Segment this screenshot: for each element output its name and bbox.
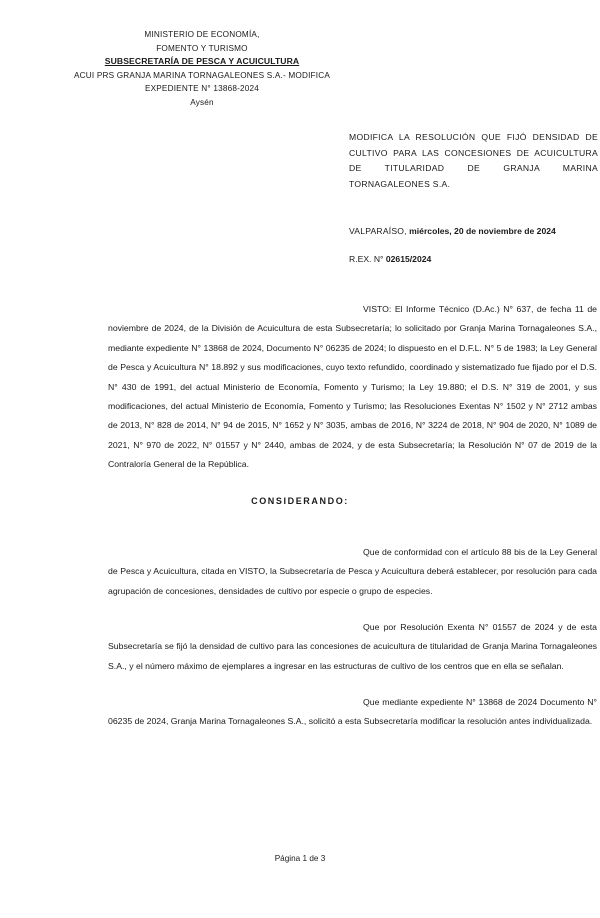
considerando-paragraph-3 [108, 693, 597, 732]
letterhead-case-reference: ACUI PRS GRANJA MARINA TORNAGALEONES S.A.- MODIFICA [73, 70, 331, 80]
letterhead-subsecretaria: SUBSECRETARÍA DE PESCA Y ACUICULTURA [104, 56, 300, 66]
letterhead [52, 28, 352, 109]
place-city: VALPARAÍSO, [349, 226, 407, 236]
document-date: miércoles, 20 de noviembre de 2024 [409, 226, 556, 236]
considerando-paragraph-1 [108, 543, 597, 601]
considerando-3-text: Que mediante expediente N° 13868 de 2024 Documento N° 06235 de 2024, Granja Marina Tornagaleones S.A., solicitó a esta Subsecretaría modificar la resolución antes individualizada. [108, 697, 597, 727]
resolution-number-prefix: R.EX. N° [349, 254, 384, 264]
letterhead-region: Aysén [190, 97, 214, 107]
considerando-1-text: Que de conformidad con el artículo 88 bis de la Ley General de Pesca y Acuicultura, citada en VISTO, la Subsecretaría de Pesca y Acuicultura deberá establecer, por resolución para cada agrupación de concesiones, densidades de cultivo por especie o grupo de especies. [108, 547, 597, 596]
resolution-number [349, 254, 431, 264]
considerando-heading: CONSIDERANDO: [251, 496, 349, 506]
page-footer: Página 1 de 3 [274, 854, 326, 863]
document-subject: MODIFICA LA RESOLUCIÓN QUE FIJÓ DENSIDAD DE CULTIVO PARA LAS CONCESIONES DE ACUICULTURA DE TITULARIDAD DE GRANJA MARINA TORNAGALEONES S.A. [349, 132, 598, 189]
considerando-2-text: Que por Resolución Exenta N° 01557 de 2024 y de esta Subsecretaría se fijó la densidad de cultivo para las concesiones de acuicultura de titularidad de Granja Marina Tornagaleones S.A., y el número máximo de ejemplares a ingresar en las estructuras de cultivo de los centros que en ella se señalan. [108, 622, 597, 671]
resolution-number-value: 02615/2024 [385, 254, 432, 264]
considerando-paragraph-2 [108, 618, 597, 676]
letterhead-ministry-line-1: MINISTERIO DE ECONOMÍA, [144, 30, 260, 39]
place-and-date [349, 226, 556, 236]
visto-text: VISTO: El Informe Técnico (D.Ac.) N° 637, de fecha 11 de noviembre de 2024, de la División de Acuicultura de esta Subsecretaría; lo solicitado por Granja Marina Tornagaleones S.A., mediante expediente N° 13868 de 2024, Documento N° 06235 de 2024; lo dispuesto en el D.F.L. N° 5 de 1983; la Ley General de Pesca y Acuicultura N° 18.892 y sus modificaciones, cuyo texto refundido, coordinado y sistematizado fue fijado por el D.S. N° 430 de 1991, del actual Ministerio de Economía, Fomento y Turismo; la Ley 19.880; el D.S. N° 319 de 2001, y sus modificaciones, del actual Ministerio de Economía, Fomento y Turismo; las Resoluciones Exentas N° 1502 y N° 2712 ambas de 2013, N° 828 de 2014, N° 94 de 2015, N° 1652 y N° 3035, ambas de 2016, N° 3224 de 2018, N° 904 de 2020, N° 1089 de 2021, N° 970 de 2022, N° 01557 y N° 2440, ambas de 2024, y de esta Subsecretaría; la Resolución N° 07 de 2019 de la Contraloría General de la República. [108, 304, 597, 470]
visto-paragraph [108, 300, 597, 475]
letterhead-ministry-line-2: FOMENTO Y TURISMO [156, 43, 248, 53]
letterhead-expediente: EXPEDIENTE N° 13868-2024 [144, 84, 260, 93]
